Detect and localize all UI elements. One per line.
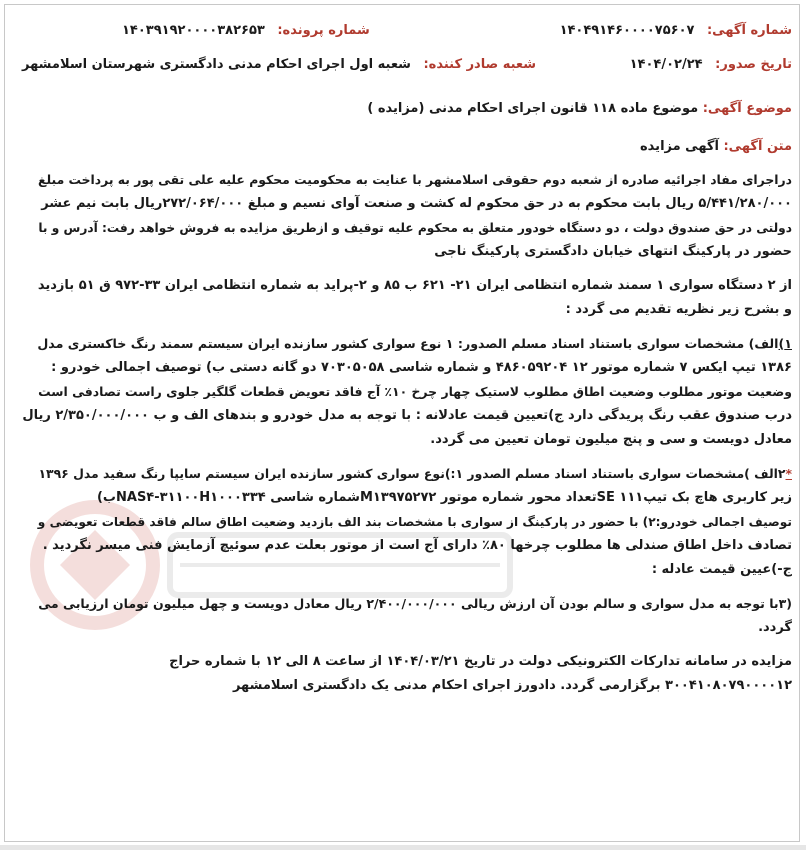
item-text: ۲الف )مشخصات سواری باستناد اسناد مسلم الصدور ۱:)نوع سواری کشور سازنده ایران سیستم سایپا رنگ سفید مدل ۱۳۹۶	[38, 466, 786, 481]
item-number: ۱)	[778, 336, 792, 351]
paragraph-line: و بشرح زیر نظریه تقدیم می گردد :	[565, 302, 792, 317]
subject-label: موضوع آگهی:	[702, 101, 792, 116]
case-number	[122, 20, 370, 42]
paragraph-intro	[22, 168, 792, 264]
case-number-value: ۱۴۰۳۹۱۹۲۰۰۰۰۳۸۲۶۵۳	[122, 23, 265, 38]
paragraph-line: ۵/۴۴۱/۲۸۰/۰۰۰ ریال بابت محکوم به در حق محکوم له کشت و صنعت آوای نسیم و مبلغ ۲۷۲/۰۶۴/۰۰۰ریال بابت نیم عشر	[41, 196, 792, 211]
meta-row-numbers	[22, 20, 792, 42]
bottom-divider	[0, 845, 806, 850]
issuer-value: شعبه اول اجرای احکام مدنی دادگستری شهرستان اسلامشهر	[22, 57, 411, 72]
issuer	[22, 54, 536, 76]
paragraph-line: زیر کاربری هاچ بک تیپ۱۱۱ SEتعداد محور شماره موتور M۱۳۹۷۵۲۷۲شماره شاسی NAS۴-۳۱۱۰۰H۱۰۰۰۳۳۴ب)	[96, 490, 792, 505]
paragraph-line: تصادف داخل اطاق صندلی ها مطلوب چرخها ۸۰٪ دارای آج است از موتور بعلت عدم سوئیچ آزمایش فنی میسر نگردید .	[42, 538, 792, 553]
paragraph-line: مزایده در سامانه تدارکات الکترونیکی دولت در تاریخ ۱۴۰۴/۰۳/۲۱ از ساعت ۸ الی ۱۲ با شماره حراج	[169, 654, 792, 669]
issuer-label: شعبه صادر کننده:	[423, 57, 537, 72]
notice-number-label: شماره آگهی:	[706, 23, 792, 38]
notice-content	[22, 20, 792, 698]
paragraph-line: دولتی در حق صندوق دولت ، دو دستگاه خودور متعلق به محکوم علیه توقیف و ازطریق مزایده به فروش خواهد رفت: آدرس و با	[38, 221, 792, 235]
paragraph-vehicle-2	[22, 462, 792, 582]
subject-value: موضوع ماده ۱۱۸ قانون اجرای احکام مدنی (مزایده )	[367, 101, 699, 116]
star-mark: *	[785, 466, 792, 481]
paragraph-line: وضعیت موتور مطلوب وضعیت اطاق مطلوب لاستیک چهار چرخ ۱۰٪ آج فاقد تعویض قطعات گلگیر جلوی راست تصادفی است	[38, 384, 792, 399]
paragraph-line: گردد.	[758, 620, 792, 635]
paragraph-line: ج-)عیین قیمت عادله :	[651, 562, 792, 577]
paragraph-line: ۳۰۰۴۱۰۸۰۷۹۰۰۰۰۱۲ برگزارمی گردد. دادورز اجرای احکام مدنی یک دادگستری اسلامشهر	[232, 678, 792, 693]
case-number-label: شماره پرونده:	[277, 23, 370, 38]
notice-number	[560, 20, 792, 42]
text-title: آگهی مزایده	[640, 139, 719, 154]
paragraph-line: ۱۳۸۶ تیپ ایکس ۷ شماره موتور ۱۲ ۴۸۶۰۵۹۲۰۴ و شماره شاسی ۷۰۳۰۵۰۵۸ دو گانه دستی ب) توصیف اجمالی خودرو :	[51, 360, 792, 375]
paragraph-line	[22, 462, 792, 486]
notice-subject	[22, 98, 792, 120]
paragraph-line: دراجرای مفاد اجرائیه صادره از شعبه دوم حقوقی اسلامشهر با عنایت به محکومیت محکوم علیه علی تقی پور به پرداخت مبلغ	[38, 172, 792, 187]
issue-date-value: ۱۴۰۴/۰۲/۲۴	[629, 57, 703, 72]
text-label: متن آگهی:	[723, 139, 792, 154]
item-text: الف) مشخصات سواری باستناد اسناد مسلم الصدور: ۱ نوع سواری کشور سازنده ایران سیستم سمند رنگ خاکستری مدل	[37, 336, 779, 351]
notice-number-value: ۱۴۰۴۹۱۴۶۰۰۰۰۷۵۶۰۷	[559, 23, 695, 38]
notice-text-head	[22, 136, 792, 158]
issue-date	[630, 54, 792, 76]
paragraph-line: حضور در پارکینگ انتهای خیابان دادگستری پارکینگ ناجی	[434, 244, 792, 259]
paragraph-line: (۳با توجه به مدل سواری و سالم بودن آن ارزش ریالی ۲/۴۰۰/۰۰۰/۰۰۰ ریال معادل دویست و چهل میلیون تومان ارزیابی می	[38, 596, 792, 611]
paragraph-inspection	[22, 274, 792, 322]
paragraph-line: از ۲ دستگاه سواری ۱ سمند شماره انتظامی ایران ۲۱- ۶۲۱ ب ۸۵ و ۲-پراید به شماره انتظامی ایران ۳۳-۹۷۲ ق ۵۱ بازدید	[37, 278, 792, 293]
paragraph-valuation	[22, 592, 792, 640]
paragraph-line: درب صندوق عقب رنگ پریدگی دارد ج)تعیین قیمت عادلانه : با توجه به مدل خودرو و بندهای الف و ب ۲/۳۵۰/۰۰۰/۰۰۰ ریال	[22, 408, 792, 423]
issue-date-label: تاریخ صدور:	[715, 57, 792, 72]
paragraph-line	[22, 332, 792, 356]
paragraph-line: معادل دویست و سی و پنج میلیون تومان تعیین می گردد.	[430, 432, 792, 447]
paragraph-line: توصیف اجمالی خودرو:۲) با حضور در پارکینگ از سواری با مشخصات بند الف بازدید وضعیت اطاق سالم فاقد قطعات تعویضی و	[37, 515, 792, 529]
meta-row-issue	[22, 54, 792, 76]
paragraph-vehicle-1	[22, 332, 792, 452]
paragraph-auction	[22, 650, 792, 698]
